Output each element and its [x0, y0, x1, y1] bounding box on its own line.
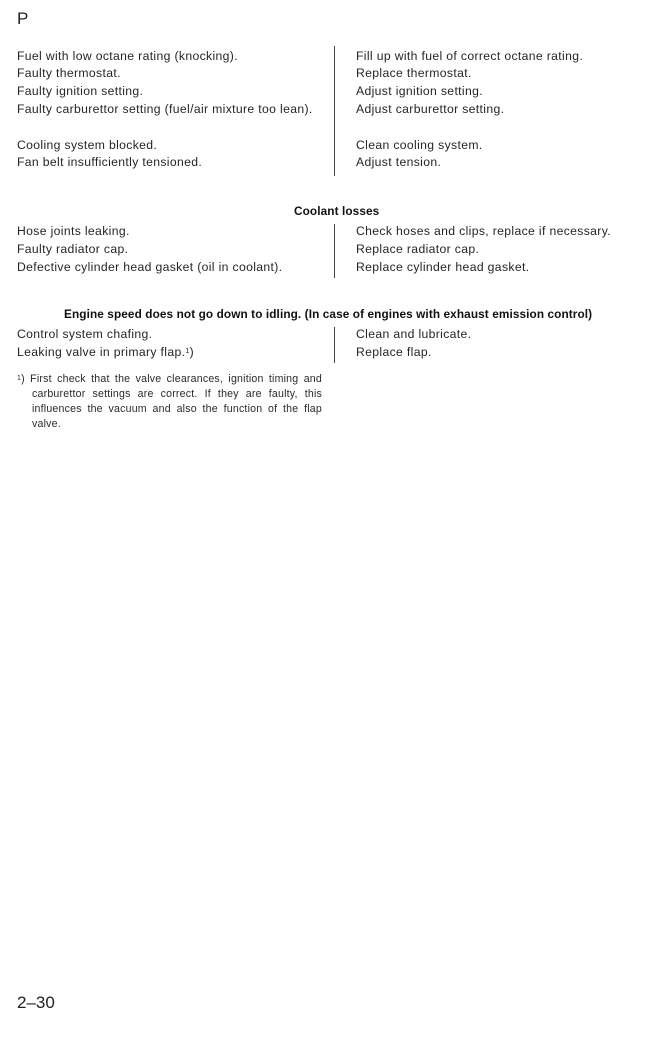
remedy-text: Clean cooling system.	[356, 138, 483, 152]
remedy-text: Adjust ignition setting.	[356, 84, 483, 98]
section-heading: Coolant losses	[294, 204, 380, 218]
remedy-text: Adjust carburettor setting.	[356, 102, 505, 116]
cause-text: Fuel with low octane rating (knocking).	[17, 49, 238, 63]
remedy-text: Check hoses and clips, replace if necessary.	[356, 224, 611, 238]
cause-label: Leaking valve in primary flap.	[17, 345, 186, 359]
cause-text: Defective cylinder head gasket (oil in coolant).	[17, 260, 283, 274]
cause-text: Faulty thermostat.	[17, 66, 121, 80]
remedy-text: Fill up with fuel of correct octane rating.	[356, 49, 584, 63]
cause-text: Hose joints leaking.	[17, 224, 130, 238]
page-letter: P	[17, 9, 29, 28]
cause-text	[17, 344, 317, 362]
column-divider	[334, 224, 335, 278]
cause-text: Faulty ignition setting.	[17, 84, 144, 98]
remedy-text: Replace flap.	[356, 345, 432, 359]
cause-text: Cooling system blocked.	[17, 138, 158, 152]
cause-text: Control system chafing.	[17, 327, 153, 341]
footnote-ref: 1	[185, 348, 190, 355]
remedy-text: Replace cylinder head gasket.	[356, 260, 530, 274]
remedy-text: Adjust tension.	[356, 155, 442, 169]
cause-text: Fan belt insufficiently tensioned.	[17, 155, 203, 169]
section-heading: Engine speed does not go down to idling. (In case of engines with exhaust emission control)	[64, 307, 593, 321]
close-paren: )	[189, 345, 195, 359]
remedy-text: Replace thermostat.	[356, 66, 472, 80]
footnote-paren: )	[21, 373, 31, 385]
page-number: 2–30	[17, 993, 55, 1012]
column-divider	[334, 327, 335, 363]
footnote-mark: 1	[17, 375, 22, 382]
column-divider	[334, 46, 335, 176]
remedy-text: Replace radiator cap.	[356, 242, 480, 256]
cause-text: Faulty radiator cap.	[17, 242, 129, 256]
footnote	[17, 372, 322, 432]
remedy-text: Clean and lubricate.	[356, 327, 472, 341]
cause-text: Faulty carburettor setting (fuel/air mixture too lean).	[17, 102, 313, 116]
footnote-text: First check that the valve clearances, ignition timing and carburettor settings are correct. If they are faulty, this influences the vacuum and also the function of the flap valve.	[30, 373, 322, 430]
